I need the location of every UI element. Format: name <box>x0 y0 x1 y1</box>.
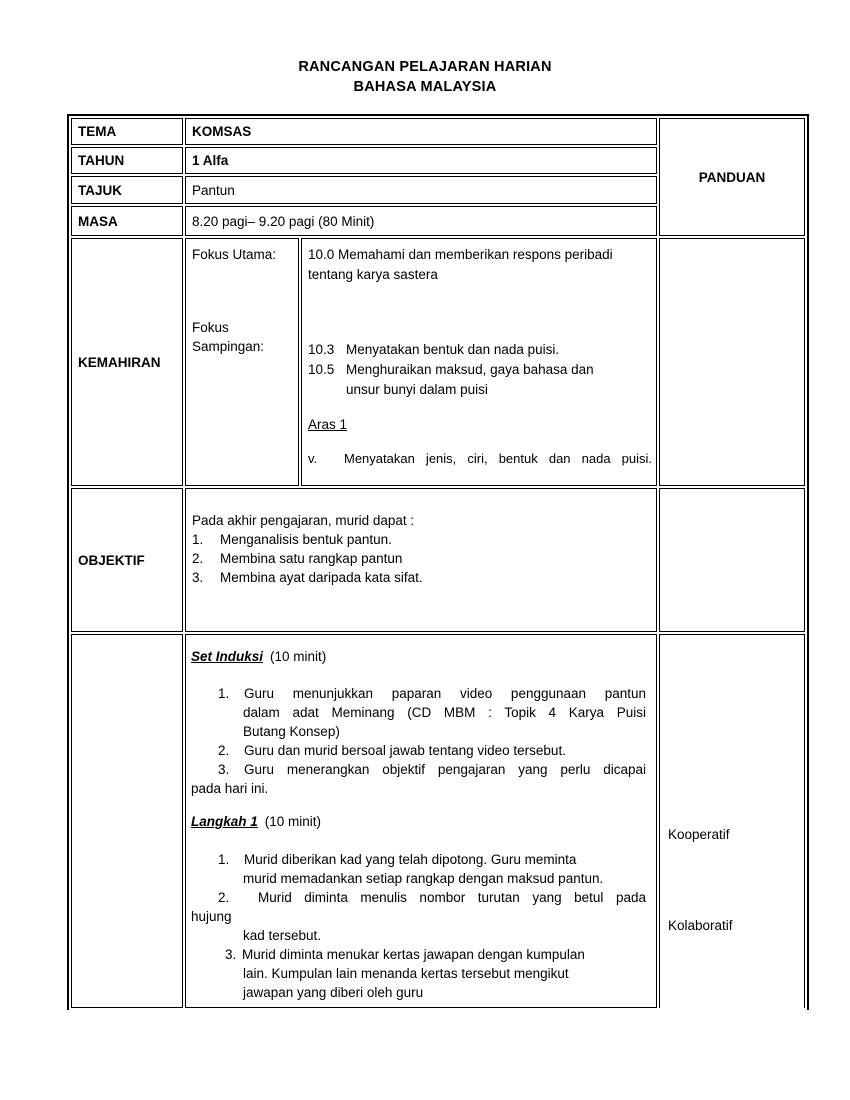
aras-item <box>308 449 652 469</box>
objektif-intro: Pada akhir pengajaran, murid dapat : <box>192 513 415 528</box>
set-induksi-duration: (10 minit) <box>270 649 327 664</box>
item-text: Membina ayat daripada kata sifat. <box>220 570 423 585</box>
langkah1-step: 1. Murid diberikan kad yang telah dipotong. Guru meminta <box>218 852 577 867</box>
langkah1-step-continuation: jawapan yang diberi oleh guru <box>243 985 424 1000</box>
langkah1-step-continuation: lain. Kumpulan lain menanda kertas tersebut mengikut <box>243 966 569 981</box>
tajuk-label: TAJUK <box>71 176 183 204</box>
objektif-item <box>192 530 648 549</box>
sampingan-item-continuation: unsur bunyi dalam puisi <box>346 382 488 397</box>
aras-item-marker: v. <box>308 451 318 466</box>
langkah1-step: 2. Murid diminta menulis nombor turutan yang betul pada <box>218 890 647 905</box>
item-text: Menghuraikan maksud, gaya bahasa dan <box>346 362 594 377</box>
kemahiran-label: KEMAHIRAN <box>71 238 183 486</box>
fokus-utama-text-line2: tentang karya sastera <box>308 267 438 282</box>
item-marker: 3. <box>192 570 204 585</box>
sampingan-item <box>308 360 652 380</box>
fokus-sampingan-line1: Fokus <box>192 320 229 335</box>
set-induksi-step: 1. Guru menunjukkan paparan video penggunaan pantun <box>218 686 647 701</box>
item-marker: 1. <box>192 532 204 547</box>
objektif-panduan-cell <box>659 488 805 632</box>
step-marker: 3. <box>218 762 230 777</box>
fokus-sampingan-line2: Sampingan: <box>192 339 265 354</box>
fokus-utama-text-line1: 10.0 Memahami dan memberikan respons peribadi <box>308 247 613 262</box>
fokus-sampingan-items <box>308 340 652 400</box>
sampingan-item <box>308 340 652 360</box>
kemahiran-panduan-cell <box>659 238 805 486</box>
fokus-utama-text <box>308 245 652 285</box>
langkah1-heading: Langkah 1 (10 minit) <box>191 814 322 829</box>
item-marker: 2. <box>192 551 204 566</box>
objektif-item <box>192 568 648 587</box>
aras-heading: Aras 1 <box>308 417 348 432</box>
langkah1-step-continuation: murid memadankan setiap rangkap dengan maksud pantun. <box>243 871 604 886</box>
lesson-plan-table <box>67 114 809 1010</box>
fokus-cell <box>185 238 299 486</box>
set-induksi-heading: Set Induksi (10 minit) <box>191 649 327 664</box>
objektif-item <box>192 549 648 568</box>
set-induksi-step: 2. Guru dan murid bersoal jawab tentang video tersebut. <box>218 743 566 758</box>
langkah1-duration: (10 minit) <box>264 814 322 829</box>
item-text: Menganalisis bentuk pantun. <box>220 532 392 547</box>
set-induksi-step-continuation: Butang Konsep) <box>243 724 340 739</box>
objektif-content-cell <box>185 488 657 632</box>
step-marker: 1. <box>218 852 230 867</box>
objektif-label: OBJEKTIF <box>71 488 183 632</box>
page-title-line2: BAHASA MALAYSIA <box>353 79 497 95</box>
tajuk-value: Pantun <box>185 176 657 204</box>
tema-label: TEMA <box>71 118 183 145</box>
set-induksi-step-continuation: dalam adat Meminang (CD MBM : Topik 4 Karya Puisi <box>243 705 647 720</box>
langkah1-step: 3. Murid diminta menukar kertas jawapan dengan kumpulan <box>225 947 585 962</box>
page-title <box>0 0 850 97</box>
masa-label: MASA <box>71 206 183 236</box>
item-code: 10.5 <box>308 362 335 377</box>
aktiviti-content-cell <box>185 634 657 1008</box>
item-code: 10.3 <box>308 342 335 357</box>
step-marker: 2. <box>218 743 230 758</box>
aktiviti-panduan-cell <box>659 634 805 1008</box>
set-induksi-step-continuation: pada hari ini. <box>191 781 269 796</box>
item-text: Membina satu rangkap pantun <box>220 551 403 566</box>
row-objektif <box>71 488 805 632</box>
item-text: Menyatakan bentuk dan nada puisi. <box>346 342 560 357</box>
set-induksi-step: 3. Guru menerangkan objektif pengajaran yang perlu dicapai <box>218 762 647 777</box>
kemahiran-content-cell <box>301 238 657 486</box>
page-title-line1: RANCANGAN PELAJARAN HARIAN <box>298 59 552 75</box>
panduan-header: PANDUAN <box>659 118 805 236</box>
langkah1-step-continuation: hujung <box>191 909 232 924</box>
aras-item-text: Menyatakan jenis, ciri, bentuk dan nada puisi. <box>344 451 653 466</box>
tahun-value: 1 Alfa <box>185 147 657 174</box>
step-marker: 1. <box>218 686 230 701</box>
row-kemahiran <box>71 238 805 486</box>
step-marker: 2. <box>218 890 230 905</box>
side-note-kolaboratif: Kolaboratif <box>668 918 733 933</box>
fokus-sampingan-label <box>192 318 292 356</box>
fokus-utama-label: Fokus Utama: <box>192 247 277 262</box>
aktiviti-label-cell <box>71 634 183 1008</box>
step-marker: 3. <box>225 947 237 962</box>
tahun-label: TAHUN <box>71 147 183 174</box>
row-aktiviti <box>71 634 805 1008</box>
masa-value: 8.20 pagi– 9.20 pagi (80 Minit) <box>185 206 657 236</box>
row-tema <box>71 118 805 145</box>
langkah1-step-continuation: kad tersebut. <box>243 928 322 943</box>
tema-value: KOMSAS <box>185 118 657 145</box>
side-note-kooperatif: Kooperatif <box>668 827 730 842</box>
